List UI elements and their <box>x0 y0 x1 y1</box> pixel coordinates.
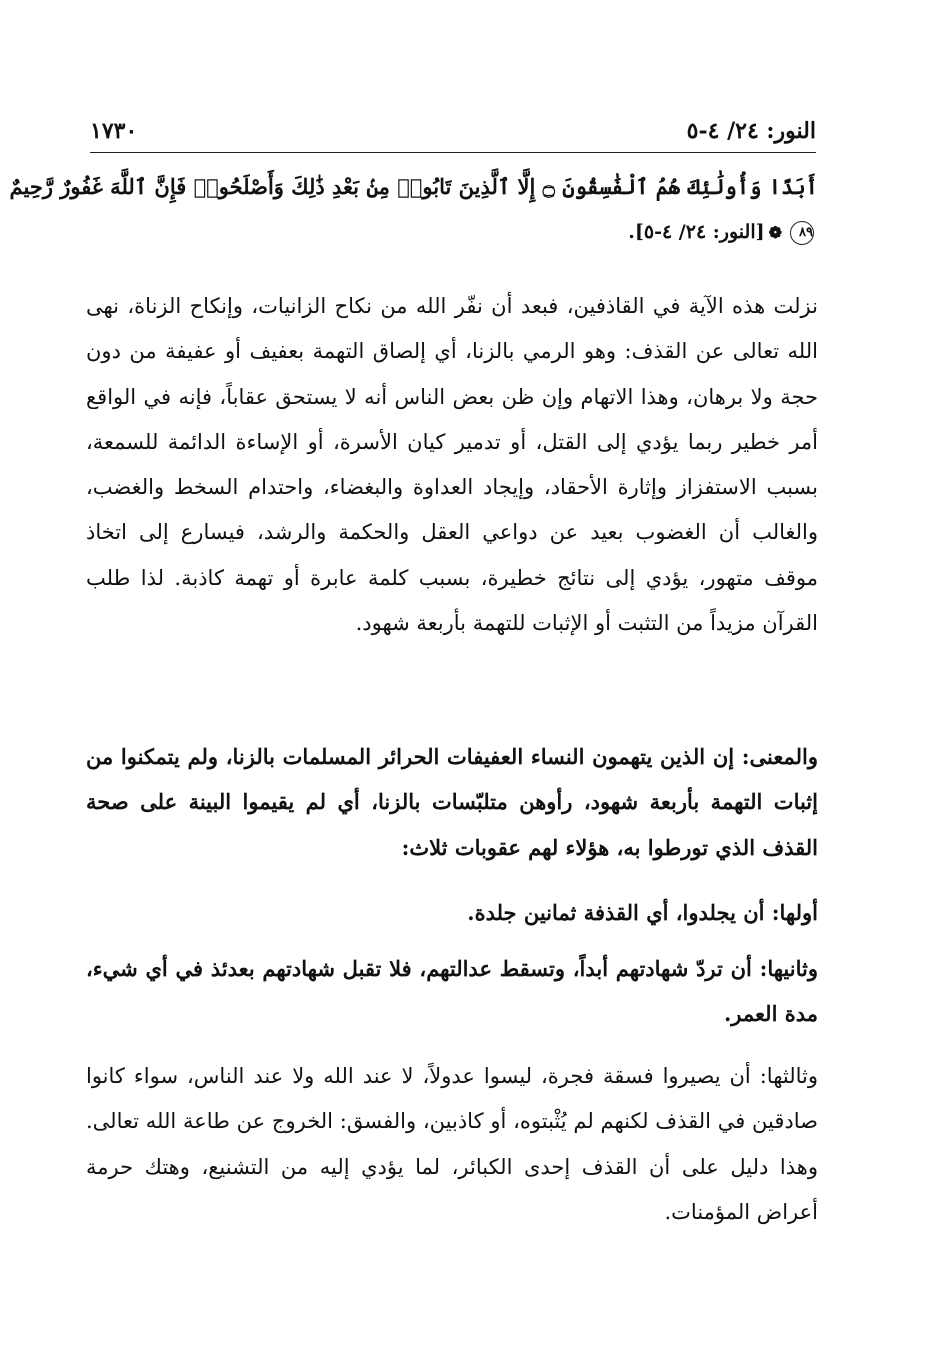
page-header <box>90 110 816 150</box>
ornament-icon: ❁ <box>768 223 782 242</box>
quran-verse-citation-line <box>86 212 818 253</box>
paragraph-context: نزلت هذه الآية في القاذفين، فبعد أن نفّر الله من نكاح الزانيات، وإنكاح الزناة، نهى الله تعالى عن القذف: وهو الرمي بالزنا، أي إلصاق التهمة بعفيف أو عفيفة من دون حجة ولا برهان، وهذا الاتهام وإن ظن بعض الناس أنه لا يستحق عقاباً، فإنه في الواقع أمر خطير ربما يؤدي إلى القتل، أو تدمير كيان الأسرة، أو الإساءة الدائمة للسمعة، بسبب الاستفزاز وإثارة الأحقاد، وإيجاد العداوة والبغضاء، واحتدام السخط والغضب، والغالب أن الغضوب بعيد عن دواعي العقل والحكمة والرشد، فيسارع إلى اتخاذ موقف متهور، يؤدي إلى نتائج خطيرة، بسبب كلمة عابرة أو تهمة كاذبة. لذا طلب القرآن مزيداً من التثبت أو الإثبات للتهمة بأربعة شهود. <box>86 294 818 636</box>
quran-verse-block <box>9 162 818 253</box>
quran-verse-text: أَبَدًا وَأُولَٰئِكَ هُمُ ٱلْفَٰسِقُونَ ۝ إِلَّا ٱلَّذِينَ تَابُوا۟ مِنۢ بَعْدِ ذَٰلِكَ وَأَصْلَحُوا۟ فَإِنَّ ٱللَّهَ غَفُورٌ رَّحِيمٌ <box>9 174 818 199</box>
paragraph-meaning: والمعنى: إن الذين يتهمون النساء العفيفات الحرائر المسلمات بالزنا، ولم يتمكنوا من إثبات التهمة بأربعة شهود، رأوهن متلبّسات بالزنا، أي لم يقيموا البينة على صحة القذف الذي تورطوا به، هؤلاء لهم عقوبات ثلاث: <box>86 744 818 860</box>
page-number: ١٧٣٠ <box>90 118 138 144</box>
quran-verse-line <box>9 162 818 212</box>
ayah-number-mark: ٨٩ <box>790 221 814 245</box>
paragraph-second-penalty: وثانيها: أن تردّ شهادتهم أبداً، وتسقط عدالتهم، فلا تقبل شهادتهم بعدئذ في أي شيء، مدة العمر. <box>86 956 818 1027</box>
paragraph-first-penalty: أولها: أن يجلدوا، أي القذفة ثمانين جلدة. <box>467 900 818 925</box>
verse-citation: [النور: ٢٤/ ٤-٥]. <box>628 221 765 243</box>
header-divider <box>90 152 816 153</box>
commentary-body <box>86 284 818 1235</box>
surah-reference: النور: ٢٤/ ٤-٥ <box>686 118 816 144</box>
paragraph-third-penalty: وثالثها: أن يصيروا فسقة فجرة، ليسوا عدولاً، لا عند الله ولا عند الناس، سواء كانوا صادقين في القذف لكنهم لم يُثْبتوه، أو كاذبين، والفسق: الخروج عن طاعة الله تعالى. وهذا دليل على أن القذف إحدى الكبائر، لما يؤدي إليه من التشنيع، وهتك حرمة أعراض المؤمنات. <box>86 1064 818 1224</box>
